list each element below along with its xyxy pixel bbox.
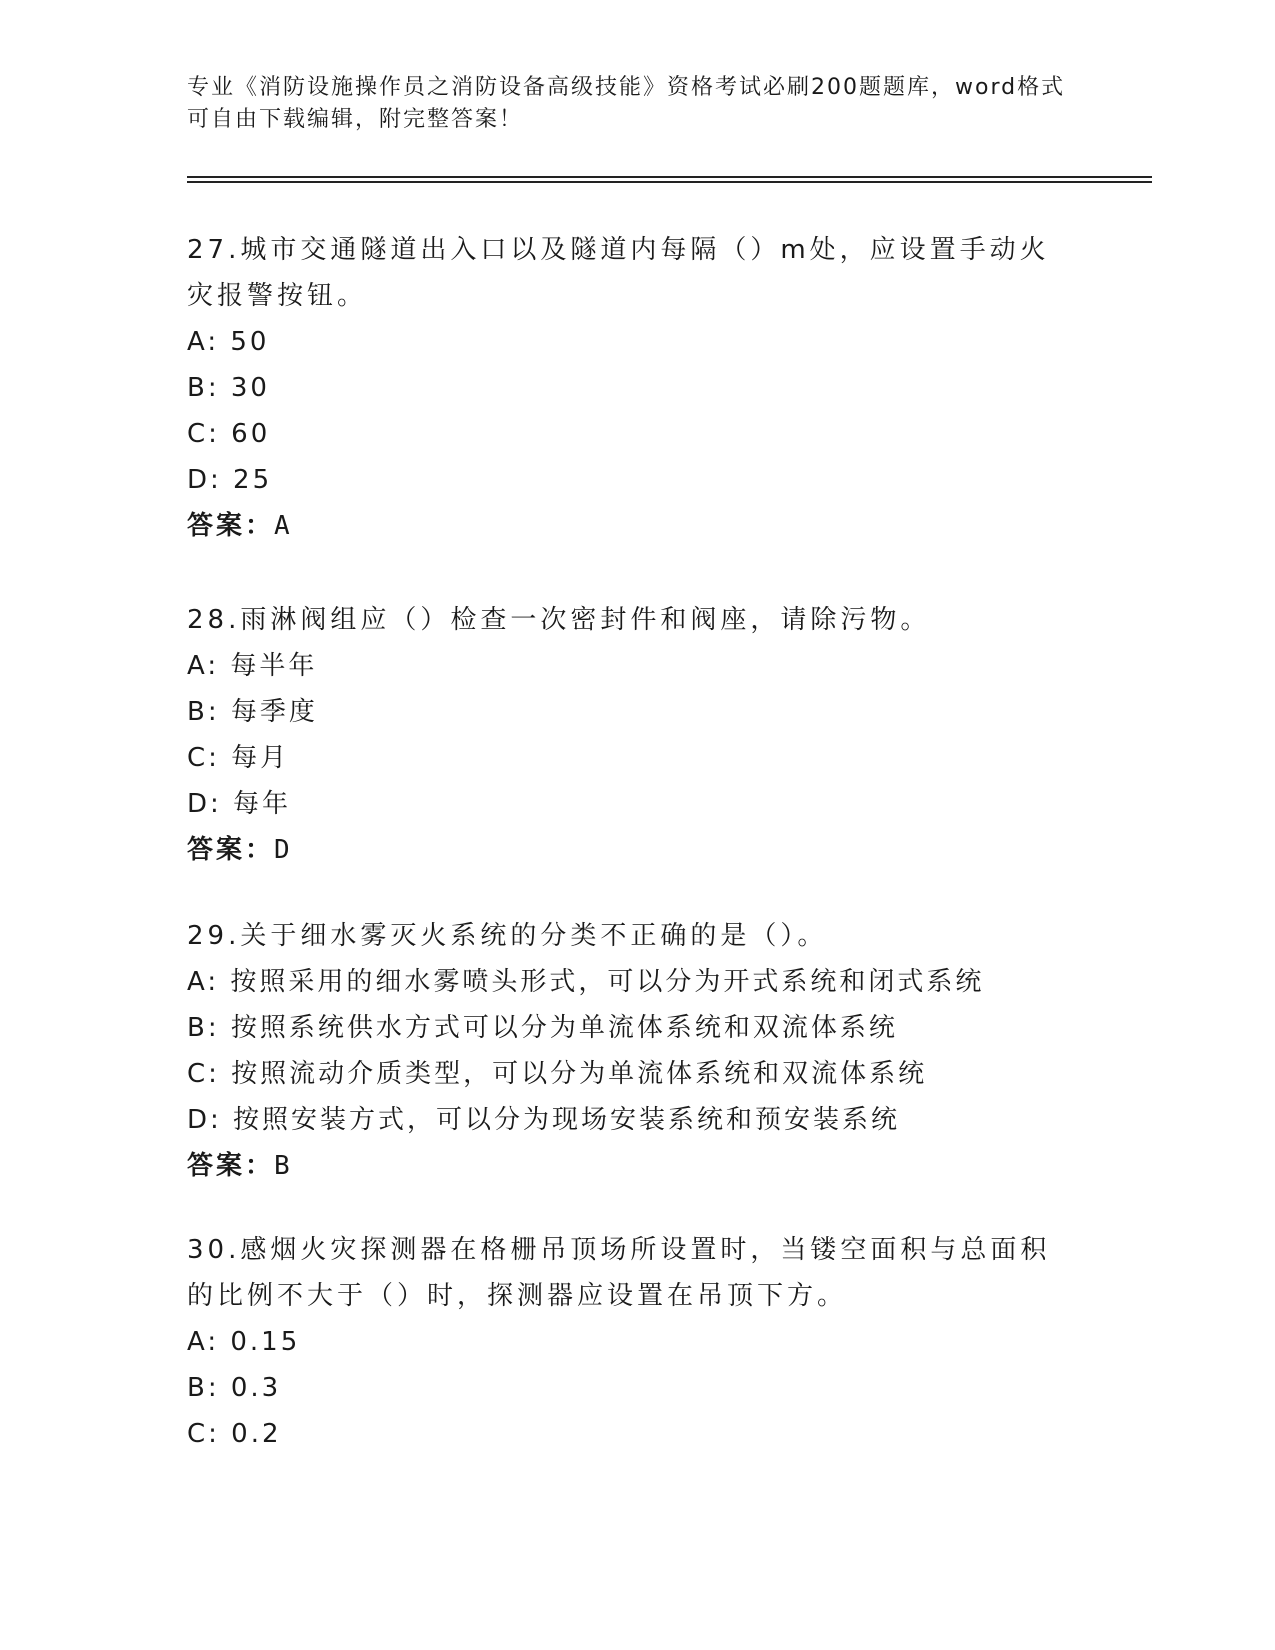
answer-value: A: [274, 511, 293, 541]
question-text: 29.关于细水雾灭火系统的分类不正确的是（）。: [187, 921, 828, 951]
option-a: A: 0.15: [187, 1327, 301, 1357]
question-text: 28.雨淋阀组应（）检查一次密封件和阀座，请除污物。: [187, 605, 931, 635]
header-divider-top: [187, 176, 1152, 178]
option-b: B: 30: [187, 373, 270, 403]
question-30: [187, 1227, 1077, 1457]
option-c: C: 按照流动介质类型，可以分为单流体系统和双流体系统: [187, 1059, 928, 1089]
option-a: A: 每半年: [187, 651, 318, 681]
question-29: [187, 913, 1077, 1189]
option-d: D: 25: [187, 465, 273, 495]
option-a: A: 50: [187, 327, 270, 357]
answer-value: D: [274, 835, 293, 865]
question-text: 30.感烟火灾探测器在格栅吊顶场所设置时，当镂空面积与总面积的比例不大于（）时，探测器应设置在吊顶下方。: [187, 1235, 1051, 1311]
question-27: [187, 227, 1077, 549]
answer-line: [187, 827, 1077, 873]
answer-label: 答案：: [187, 1151, 275, 1181]
answer-label: 答案：: [187, 511, 275, 541]
option-b: B: 每季度: [187, 697, 318, 727]
option-b: B: 按照系统供水方式可以分为单流体系统和双流体系统: [187, 1013, 898, 1043]
question-text: 27.城市交通隧道出入口以及隧道内每隔（）m处，应设置手动火灾报警按钮。: [187, 235, 1050, 311]
header-divider-bottom: [187, 181, 1152, 183]
option-c: C: 0.2: [187, 1419, 282, 1449]
option-b: B: 0.3: [187, 1373, 282, 1403]
question-28: [187, 597, 1077, 873]
option-d: D: 每年: [187, 789, 292, 819]
answer-line: [187, 503, 1077, 549]
option-a: A: 按照采用的细水雾喷头形式，可以分为开式系统和闭式系统: [187, 967, 985, 997]
document-intro: 专业《消防设施操作员之消防设备高级技能》资格考试必刷200题题库，word格式可自由下载编辑，附完整答案！: [187, 75, 1066, 132]
option-c: C: 60: [187, 419, 271, 449]
option-c: C: 每月: [187, 743, 290, 773]
answer-value: B: [274, 1151, 293, 1181]
option-d: D: 按照安装方式，可以分为现场安装系统和预安装系统: [187, 1105, 901, 1135]
answer-label: 答案：: [187, 835, 275, 865]
answer-line: [187, 1143, 1077, 1189]
